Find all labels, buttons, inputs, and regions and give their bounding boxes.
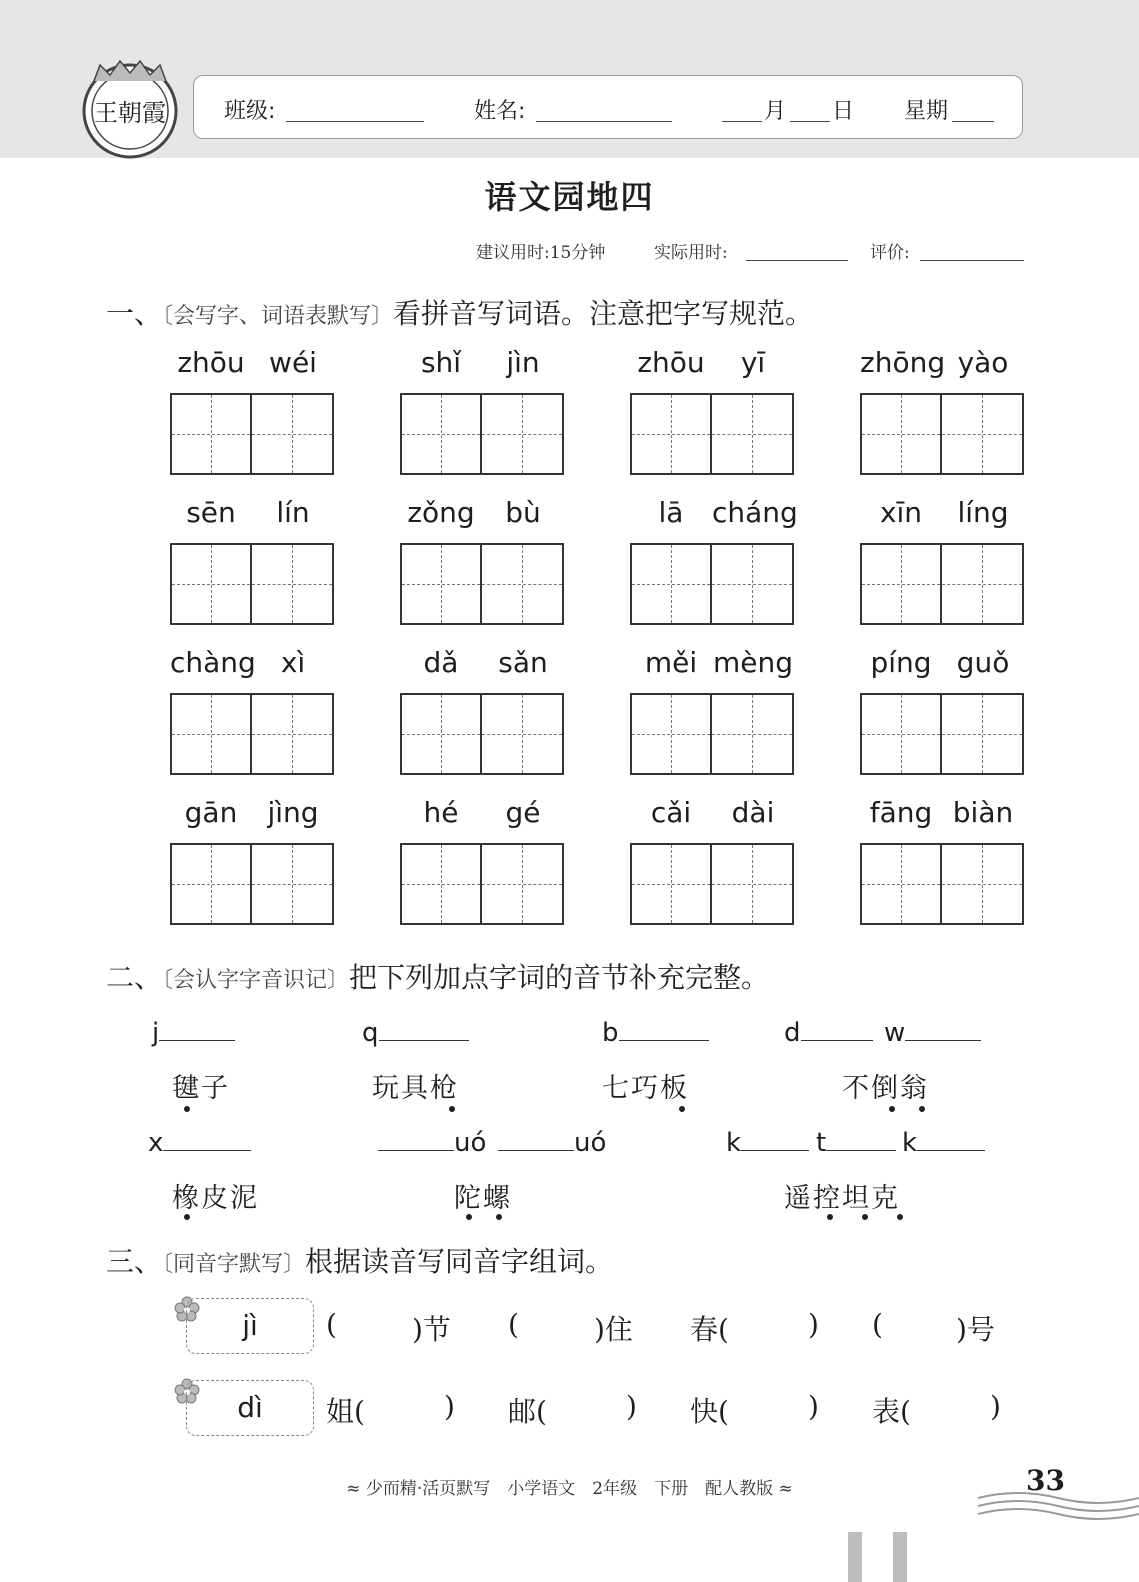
fill-initial: j	[152, 1018, 160, 1048]
ji-item-2-close: )住	[594, 1313, 633, 1346]
fill-j[interactable]	[152, 1014, 235, 1048]
pinyin-syllable: zhōu	[637, 346, 705, 379]
cell-guide-line	[862, 884, 940, 885]
emphasis-dot	[184, 1106, 190, 1112]
ji-item-1-open: (	[326, 1308, 337, 1341]
section1-tag: 〔会写字、词语表默写〕	[162, 304, 394, 329]
eval-field[interactable]	[920, 260, 1024, 261]
pinyin-syllable: dài	[731, 796, 775, 829]
ji-item-4-open: (	[872, 1308, 883, 1341]
fill-initial: t	[816, 1128, 827, 1158]
writing-cell[interactable]	[942, 693, 1024, 775]
footer	[0, 1474, 1139, 1499]
pinyin-syllable: cǎi	[650, 796, 692, 829]
wave-decoration-icon	[978, 1484, 1139, 1524]
cell-guide-line	[942, 884, 1022, 885]
tian-grid-pair	[630, 393, 794, 475]
di-item-3-close: )	[808, 1390, 819, 1423]
suggested-time: 建议用时:15分钟	[476, 243, 606, 263]
word-wanjuqiang: 玩具枪	[372, 1073, 459, 1104]
pinyin-syllable: yī	[740, 346, 766, 379]
section3-instruction: 根据读音写同音字组词。	[305, 1245, 614, 1278]
di-item-4-close: )	[990, 1390, 1001, 1423]
writing-cell[interactable]	[252, 843, 334, 925]
binding-mark	[893, 1532, 907, 1582]
pinyin-syllable: wéi	[269, 346, 317, 379]
writing-cell[interactable]	[630, 543, 712, 625]
pinyin-syllable: zhōng	[860, 346, 946, 379]
cell-guide-line	[172, 584, 250, 585]
fill-initial: k	[902, 1128, 918, 1158]
writing-cell[interactable]	[712, 693, 794, 775]
section3-number: 三、	[106, 1245, 163, 1278]
writing-cell[interactable]	[400, 693, 482, 775]
emphasis-dot	[827, 1214, 833, 1220]
cell-guide-line	[862, 734, 940, 735]
di-item-2-open: 邮(	[508, 1395, 547, 1428]
fill-initial: d	[784, 1018, 801, 1048]
section1-heading	[106, 292, 813, 332]
emphasis-dot	[496, 1214, 502, 1220]
writing-cell[interactable]	[482, 843, 564, 925]
pinyin-syllable: gé	[505, 796, 541, 829]
word-tuoluo: 陀螺	[454, 1183, 512, 1214]
cell-guide-line	[632, 434, 710, 435]
writing-cell[interactable]	[942, 543, 1024, 625]
writing-cell[interactable]	[482, 543, 564, 625]
tian-grid-pair	[400, 693, 564, 775]
writing-cell[interactable]	[942, 843, 1024, 925]
writing-cell[interactable]	[252, 393, 334, 475]
fill-initial: x	[148, 1128, 164, 1158]
pinyin-syllable: zhōu	[177, 346, 245, 379]
word-xiangpini: 橡皮泥	[172, 1183, 259, 1214]
section2-tag: 〔会认字字音识记〕	[162, 968, 350, 993]
binding-mark	[848, 1532, 862, 1582]
cell-guide-line	[402, 884, 480, 885]
tian-grid-pair	[860, 393, 1024, 475]
emphasis-dot	[862, 1214, 868, 1220]
student-info-box	[193, 75, 1023, 139]
cell-guide-line	[482, 734, 562, 735]
logo-text: 王朝霞	[94, 99, 166, 127]
fill-final: uó	[574, 1128, 607, 1158]
writing-cell[interactable]	[170, 843, 252, 925]
emphasis-dot	[897, 1214, 903, 1220]
weekday-field[interactable]	[952, 121, 994, 122]
cell-guide-line	[862, 434, 940, 435]
section3-heading	[106, 1240, 613, 1280]
writing-cell[interactable]	[942, 393, 1024, 475]
pinyin-box-di: dì	[186, 1380, 314, 1436]
cell-guide-line	[712, 884, 792, 885]
pinyin-syllable: sēn	[186, 496, 236, 529]
actual-time-field[interactable]	[746, 260, 848, 261]
section2-instruction: 把下列加点字词的音节补充完整。	[349, 961, 770, 994]
pinyin-syllable: jìng	[267, 796, 319, 829]
tian-grid-pair	[400, 543, 564, 625]
word-yaokongtanke: 遥控坦克	[784, 1183, 900, 1214]
cell-guide-line	[402, 734, 480, 735]
pinyin-syllable: píng	[870, 646, 932, 679]
fill-blank[interactable]	[826, 1124, 896, 1151]
pinyin-syllable: xīn	[879, 496, 923, 529]
name-label: 姓名:	[474, 99, 526, 124]
fill-initial: w	[884, 1018, 906, 1048]
cell-guide-line	[632, 734, 710, 735]
ji-item-2-open: (	[508, 1308, 519, 1341]
tian-grid-pair	[630, 843, 794, 925]
ji-item-4-close: )号	[956, 1313, 995, 1346]
di-item-1-close: )	[444, 1390, 455, 1423]
pinyin-syllable: lā	[658, 496, 684, 529]
writing-cell[interactable]	[400, 843, 482, 925]
writing-cell[interactable]	[252, 543, 334, 625]
word-jianzi: 毽子	[172, 1073, 230, 1104]
pinyin-syllable: chàng	[170, 646, 256, 679]
day-label: 日	[832, 99, 855, 124]
cell-guide-line	[172, 434, 250, 435]
fill-q[interactable]	[362, 1014, 469, 1048]
ji-item-1-close: )节	[412, 1313, 451, 1346]
section2-number: 二、	[106, 961, 163, 994]
section1-number: 一、	[106, 297, 163, 330]
pinyin-syllable: yào	[957, 346, 1009, 379]
writing-cell[interactable]	[400, 543, 482, 625]
name-field[interactable]	[536, 121, 672, 122]
tian-grid-pair	[860, 693, 1024, 775]
tian-grid-pair	[170, 693, 334, 775]
fill-final: uó	[454, 1128, 487, 1158]
cell-guide-line	[632, 884, 710, 885]
fill-w[interactable]	[884, 1014, 981, 1048]
writing-cell[interactable]	[860, 543, 942, 625]
month-field[interactable]	[722, 121, 762, 122]
fill-initial: b	[602, 1018, 619, 1048]
tian-grid-pair	[630, 693, 794, 775]
emphasis-dot	[679, 1106, 685, 1112]
fill-x[interactable]	[148, 1124, 251, 1158]
pinyin-syllable: shǐ	[420, 346, 462, 379]
fill-b[interactable]	[602, 1014, 709, 1048]
emphasis-dot	[466, 1214, 472, 1220]
fill-initial: k	[726, 1128, 742, 1158]
class-field[interactable]	[286, 121, 424, 122]
cell-guide-line	[712, 434, 792, 435]
di-item-1-open: 姐(	[326, 1395, 365, 1428]
fill-k1[interactable]	[726, 1124, 809, 1158]
class-label: 班级:	[224, 99, 276, 124]
actual-time-label: 实际用时:	[654, 243, 728, 263]
tian-grid-pair	[170, 393, 334, 475]
emphasis-dot	[919, 1106, 925, 1112]
pinyin-syllable: guǒ	[956, 646, 1010, 679]
writing-cell[interactable]	[252, 693, 334, 775]
fill-blank[interactable]	[378, 1124, 454, 1151]
pinyin-box-ji: jì	[186, 1298, 314, 1354]
fill-tuo[interactable]	[378, 1124, 486, 1158]
fill-blank[interactable]	[905, 1014, 981, 1041]
fill-luo[interactable]	[498, 1124, 606, 1158]
fill-blank[interactable]	[741, 1124, 809, 1151]
di-item-2-close: )	[626, 1390, 637, 1423]
page-title: 语文园地四	[484, 178, 655, 216]
emphasis-dot	[889, 1106, 895, 1112]
writing-cell[interactable]	[860, 693, 942, 775]
fill-blank[interactable]	[917, 1124, 985, 1151]
writing-cell[interactable]	[630, 843, 712, 925]
writing-cell[interactable]	[170, 693, 252, 775]
cell-guide-line	[252, 434, 332, 435]
cell-guide-line	[482, 584, 562, 585]
section2-heading	[106, 956, 769, 996]
tian-grid-pair	[170, 843, 334, 925]
tian-grid-pair	[400, 843, 564, 925]
fill-blank[interactable]	[498, 1124, 574, 1151]
word-budaoweng: 不倒翁	[842, 1073, 929, 1104]
cell-guide-line	[482, 884, 562, 885]
section3-tag: 〔同音字默写〕	[162, 1252, 306, 1277]
writing-cell[interactable]	[170, 393, 252, 475]
writing-cell[interactable]	[860, 843, 942, 925]
word-qiqiaoban: 七巧板	[602, 1073, 689, 1104]
writing-cell[interactable]	[630, 693, 712, 775]
tian-grid-pair	[170, 543, 334, 625]
pinyin-syllable: jìn	[506, 346, 540, 379]
tian-grid-pair	[630, 543, 794, 625]
emphasis-dot	[449, 1106, 455, 1112]
pinyin-syllable: sǎn	[498, 646, 548, 679]
pinyin-syllable: měi	[644, 646, 698, 679]
writing-cell[interactable]	[712, 843, 794, 925]
di-item-3-open: 快(	[690, 1395, 729, 1428]
writing-cell[interactable]	[860, 393, 942, 475]
cell-guide-line	[632, 584, 710, 585]
writing-cell[interactable]	[482, 393, 564, 475]
month-label: 月	[764, 99, 787, 124]
fill-blank[interactable]	[619, 1014, 709, 1041]
pinyin-syllable: gān	[184, 796, 238, 829]
eval-label: 评价:	[870, 243, 910, 263]
cell-guide-line	[482, 434, 562, 435]
writing-cell[interactable]	[400, 393, 482, 475]
tian-grid-pair	[400, 393, 564, 475]
pinyin-syllable: lín	[276, 496, 310, 529]
writing-cell[interactable]	[712, 543, 794, 625]
cell-guide-line	[402, 434, 480, 435]
tian-grid-pair	[860, 843, 1024, 925]
fill-d[interactable]	[784, 1014, 873, 1048]
fill-initial: q	[362, 1018, 379, 1048]
publisher-logo	[80, 55, 180, 161]
fill-blank[interactable]	[379, 1014, 469, 1041]
fill-k2[interactable]	[902, 1124, 985, 1158]
day-field[interactable]	[790, 121, 830, 122]
page-number: 33	[1026, 1464, 1065, 1497]
tian-grid-pair	[860, 543, 1024, 625]
cell-guide-line	[712, 584, 792, 585]
cell-guide-line	[252, 734, 332, 735]
fill-blank[interactable]	[801, 1014, 873, 1041]
cell-guide-line	[862, 584, 940, 585]
cell-guide-line	[712, 734, 792, 735]
ji-item-3-open: 春(	[690, 1313, 729, 1346]
pinyin-syllable: líng	[957, 496, 1009, 529]
writing-cell[interactable]	[170, 543, 252, 625]
pinyin-syllable: fāng	[869, 796, 933, 829]
wave-icon: ≈	[346, 1479, 366, 1499]
pinyin-syllable: bù	[505, 496, 541, 529]
cell-guide-line	[402, 584, 480, 585]
writing-cell[interactable]	[712, 393, 794, 475]
writing-cell[interactable]	[630, 393, 712, 475]
weekday-label: 星期	[904, 99, 949, 124]
emphasis-dot	[184, 1214, 190, 1220]
cell-guide-line	[252, 584, 332, 585]
fill-t[interactable]	[816, 1124, 896, 1158]
ji-item-3-close: )	[808, 1308, 819, 1341]
pinyin-syllable: mèng	[712, 646, 794, 679]
wave-icon: ≈	[773, 1479, 793, 1499]
cell-guide-line	[942, 584, 1022, 585]
cell-guide-line	[172, 884, 250, 885]
writing-cell[interactable]	[482, 693, 564, 775]
cell-guide-line	[172, 734, 250, 735]
di-item-4-open: 表(	[872, 1395, 911, 1428]
pinyin-syllable: biàn	[952, 796, 1014, 829]
cell-guide-line	[942, 434, 1022, 435]
fill-blank[interactable]	[159, 1014, 235, 1041]
pinyin-syllable: cháng	[712, 496, 798, 529]
section1-instruction: 看拼音写词语。注意把字写规范。	[393, 297, 814, 330]
cell-guide-line	[942, 734, 1022, 735]
cell-guide-line	[252, 884, 332, 885]
pinyin-syllable: hé	[423, 796, 459, 829]
pinyin-syllable: xì	[280, 646, 306, 679]
footer-text: 少而精·活页默写 小学语文 2年级 下册 配人教版	[365, 1479, 774, 1499]
fill-blank[interactable]	[163, 1124, 251, 1151]
pinyin-syllable: zǒng	[407, 496, 475, 529]
pinyin-syllable: dǎ	[423, 646, 459, 679]
